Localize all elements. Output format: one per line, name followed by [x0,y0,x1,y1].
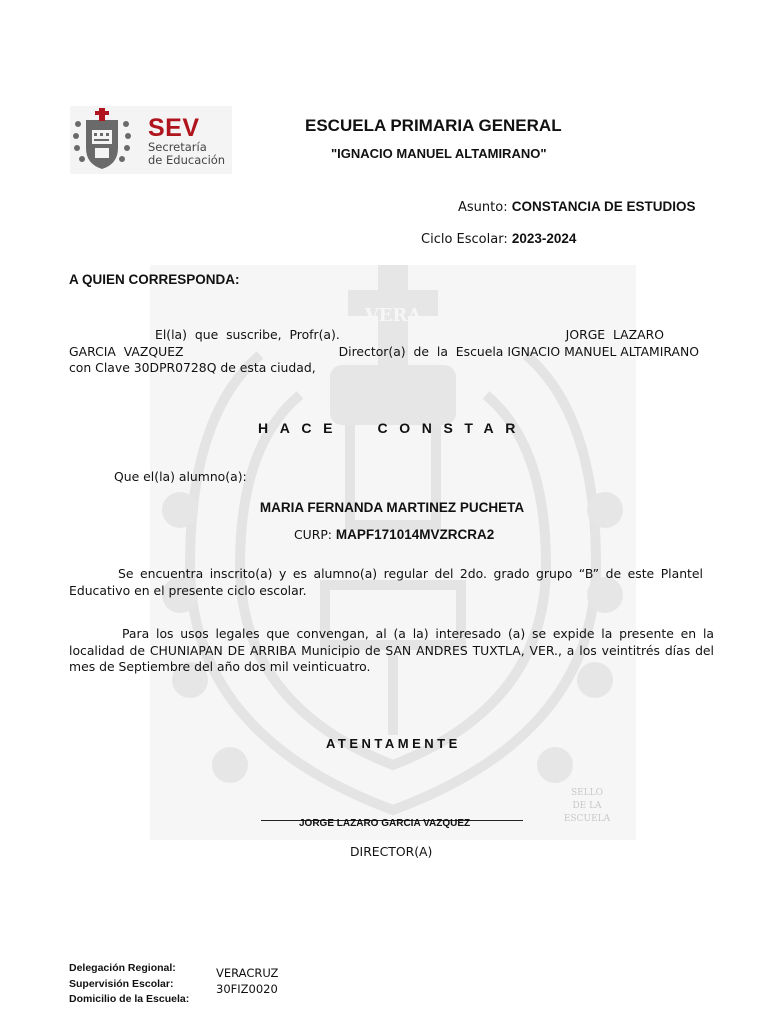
curp-label: CURP: [294,527,336,542]
label-delegacion: Delegación Regional: [69,962,176,974]
sev-subtitle [148,141,225,167]
student-intro: Que el(la) alumno(a): [114,469,247,484]
coat-of-arms-icon [70,106,140,174]
school-stamp-placeholder [563,787,611,826]
subject-value: CONSTANCIA DE ESTUDIOS [511,199,696,214]
hace-constar-heading: HACE CONSTAR [258,420,527,436]
issuance-paragraph: Para los usos legales que convengan, al (a la) interesado (a) se expide la presente en la localidad de CHUNIAPAN DE ARRIBA Municipio de SAN ANDRES TUXTLA, VER., a los veintitrés días del mes de Septiembre del año dos mil veinticuatro. [69,626,714,674]
school-year-label: Ciclo Escolar: [421,232,512,247]
sev-subtitle-line1: Secretaría [148,140,207,154]
intro-line-1-right: JORGE LAZARO [565,327,664,342]
intro-line-2 [69,344,699,361]
stamp-line-1: SELLO [570,788,604,798]
label-supervision: Supervisión Escolar: [69,977,174,990]
stamp-line-3: ESCUELA [563,814,611,824]
curp-line [294,527,494,542]
school-name: "IGNACIO MANUEL ALTAMIRANO" [331,146,547,161]
school-heading: ESCUELA PRIMARIA GENERAL [305,116,562,135]
label-domicilio: Domicilio de la Escuela: [69,993,190,1005]
footer-labels [69,961,189,1008]
intro-line-1-left: El(la) que suscribe, Profr(a). [155,327,340,342]
subject-line [458,199,695,215]
value-delegacion: VERACRUZ [216,966,279,980]
intro-line-1 [69,327,699,344]
intro-line-2-left: GARCIA VAZQUEZ [69,343,184,359]
footer-values [216,965,278,997]
salutation: A QUIEN CORRESPONDA: [69,272,240,287]
intro-line-2-right: Director(a) de la Escuela IGNACIO MANUEL ALTAMIRANO [338,343,699,359]
intro-line-3: con Clave 30DPR0728Q de esta ciudad, [69,360,316,375]
student-name: MARIA FERNANDA MARTINEZ PUCHETA [259,500,525,515]
school-year-line [421,231,576,247]
signer-role: DIRECTOR(A) [350,844,433,859]
intro-paragraph [69,327,699,377]
signer-name: JORGE LAZARO GARCIA VAZQUEZ [299,818,471,829]
stamp-line-2: DE LA [572,801,602,811]
sev-subtitle-line2: de Educación [148,153,226,167]
subject-label: Asunto: [458,200,512,215]
curp-value: MAPF171014MVZRCRA2 [335,527,495,542]
enrollment-paragraph: Se encuentra inscrito(a) y es alumno(a) regular del 2do. grado grupo “B” de este Plantel Educativo en el presente ciclo escolar. [69,566,703,598]
value-supervision: 30FIZ0020 [216,982,278,996]
watermark-text: VERA [364,305,422,326]
sev-logo [70,106,232,174]
sev-brand: SEV [148,114,200,142]
school-year-value: 2023-2024 [511,231,577,246]
closing-atentamente: ATENTAMENTE [326,736,461,751]
